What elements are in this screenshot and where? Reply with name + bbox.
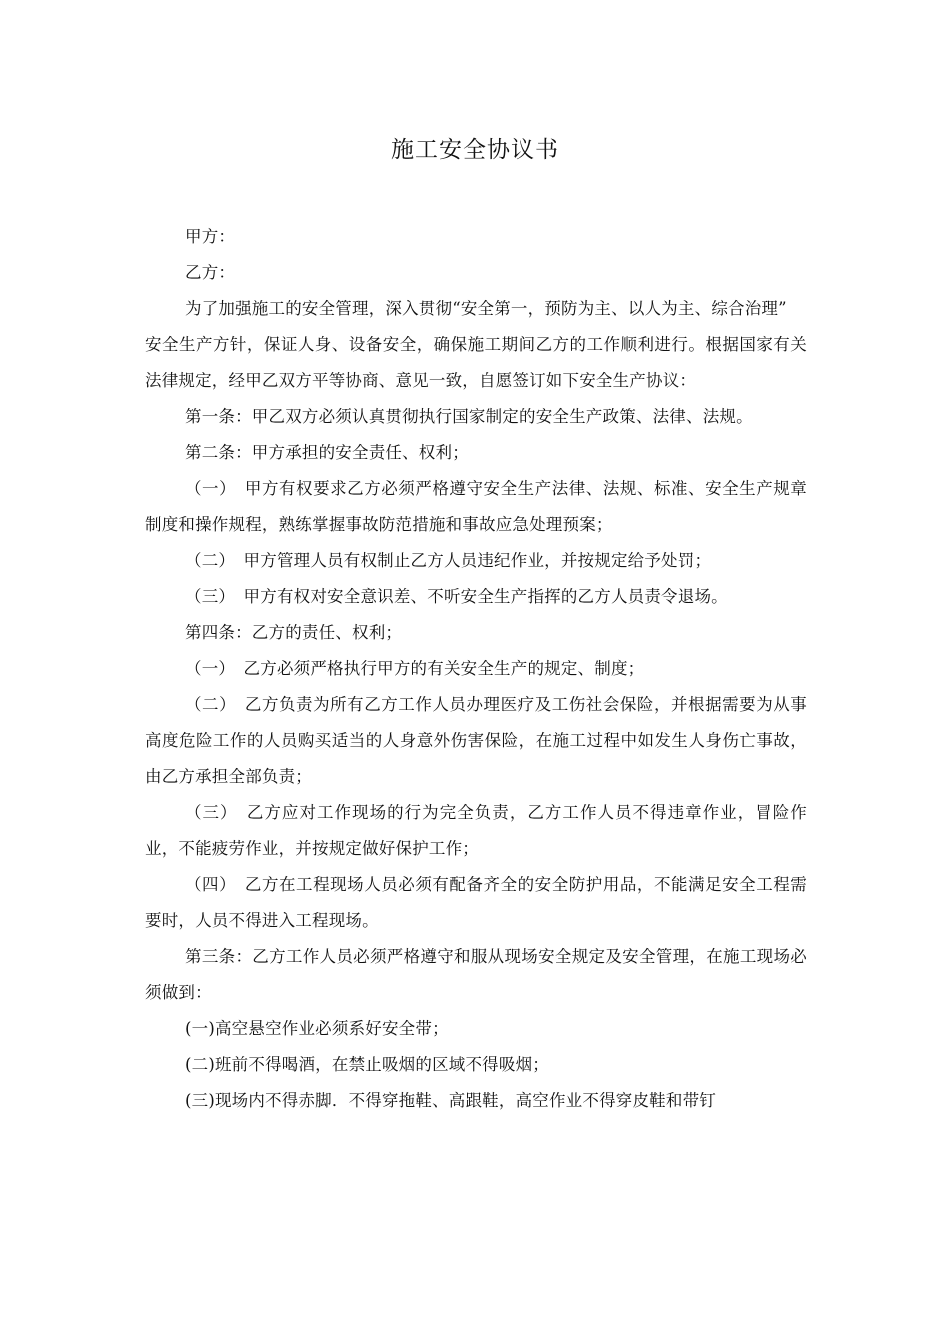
- paragraph-article-4-item-3: （三） 乙方应对工作现场的行为完全负责，乙方工作人员不得违章作业，冒险作业，不能疲劳作业，并按规定做好保护工作；: [145, 803, 807, 858]
- paragraph-article-1: 第一条：甲乙双方必须认真贯彻执行国家制定的安全生产政策、法律、法规。: [185, 407, 753, 426]
- paragraph-article-4-item-1: （一） 乙方必须严格执行甲方的有关安全生产的规定、制度；: [185, 659, 645, 678]
- paragraph-article-4-item-4: （四） 乙方在工程现场人员必须有配备齐全的安全防护用品，不能满足安全工程需要时，人员不得进入工程现场。: [145, 875, 807, 930]
- paragraph-article-2-item-1: （一） 甲方有权要求乙方必须严格遵守安全生产法律、法规、标准、安全生产规章制度和操作规程，熟练掌握事故防范措施和事故应急处理预案；: [145, 479, 807, 534]
- paragraph-article-3-item-2: (二)班前不得喝酒，在禁止吸烟的区域不得吸烟；: [185, 1055, 549, 1074]
- paragraph-article-4-item-2: （二） 乙方负责为所有乙方工作人员办理医疗及工伤社会保险，并根据需要为从事高度危险工作的人员购买适当的人身意外伤害保险，在施工过程中如发生人身伤亡事故，由乙方承担全部负责；: [145, 695, 807, 786]
- paragraph-purpose: 为了加强施工的安全管理，深入贯彻“安全第一，预防为主、以人为主、综合治理”: [185, 299, 787, 318]
- paragraph-party-b: 乙方：: [185, 263, 236, 282]
- paragraph-article-4: 第四条：乙方的责任、权利；: [185, 623, 403, 642]
- paragraph-article-2-item-3: （三） 甲方有权对安全意识差、不听安全生产指挥的乙方人员责令退场。: [185, 587, 728, 606]
- document-body: [145, 219, 807, 1119]
- paragraph-article-3-item-3: (三)现场内不得赤脚．不得穿拖鞋、高跟鞋，高空作业不得穿皮鞋和带钉: [185, 1091, 716, 1110]
- paragraph-article-3-item-1: (一)高空悬空作业必须系好安全带；: [185, 1019, 449, 1038]
- paragraph-article-2-item-2: （二） 甲方管理人员有权制止乙方人员违纪作业，并按规定给予处罚；: [185, 551, 712, 570]
- paragraph-article-2: 第二条：甲方承担的安全责任、权利；: [185, 443, 469, 462]
- document-title: 施工安全协议书: [391, 137, 559, 163]
- paragraph-article-3: 第三条：乙方工作人员必须严格遵守和服从现场安全规定及安全管理，在施工现场必须做到：: [145, 947, 807, 1002]
- paragraph-party-a: 甲方：: [185, 227, 236, 246]
- paragraph-policy: 安全生产方针，保证人身、设备安全，确保施工期间乙方的工作顺利进行。根据国家有关法律规定，经甲乙双方平等协商、意见一致，自愿签订如下安全生产协议：: [145, 335, 807, 390]
